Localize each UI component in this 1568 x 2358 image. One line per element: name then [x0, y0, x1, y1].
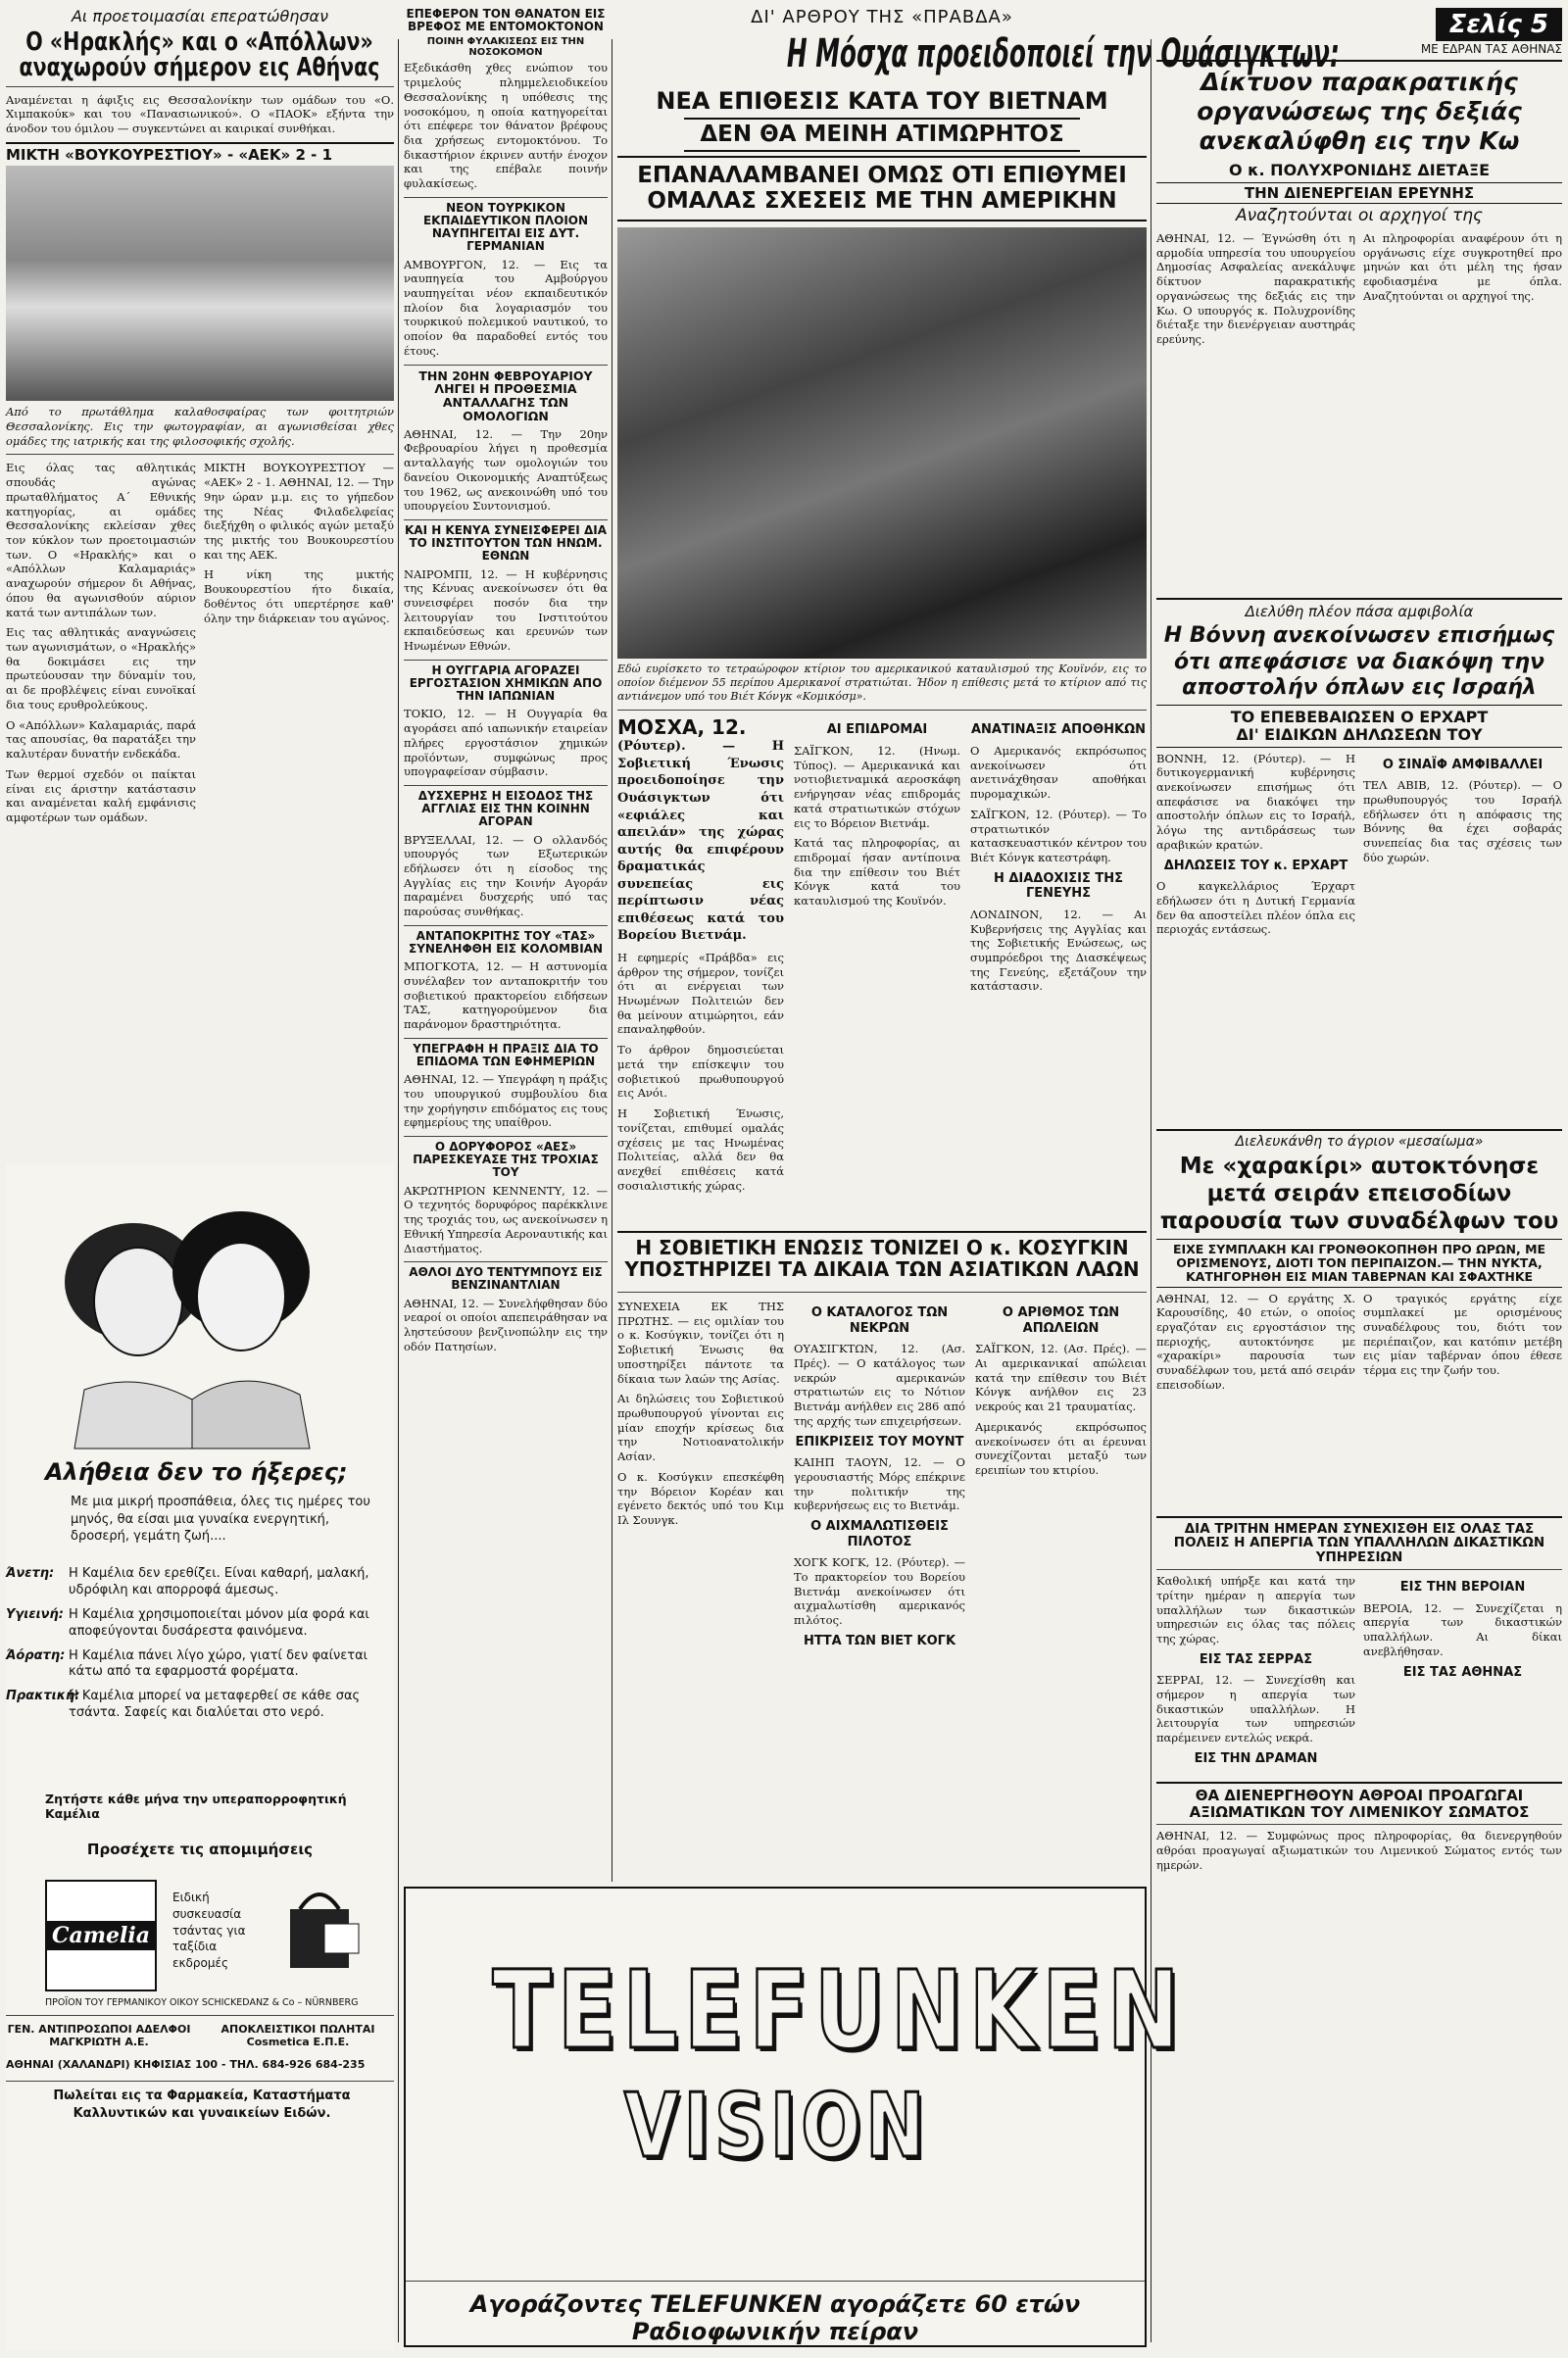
brief-3-text: ΑΘΗΝΑΙ, 12. — Την 20ην Φεβρουαρίου λήγει η προθεσμία ανταλλαγής των ομολογιών του δανείου Οικονομικής Αναπτύξεως του 1962, ως ανεκοινώθη υπό του υπουργείου Συντονισμού. [404, 426, 608, 514]
kosygin-col-b: Ο ΚΑΤΑΛΟΓΟΣ ΤΩΝ ΝΕΚΡΩΝ ΟΥΑΣΙΓΚΤΩΝ, 12. (Ασ. Πρές). — Ο κατάλογος των νεκρών αμερικανών στρατιωτών εις το Νότιον Βιετνάμ ανήλθεν εις 286 από της αρχής των επιχειρήσεων. ΕΠΙΚΡΙΣΕΙΣ ΤΟΥ ΜΟΥΝΤ ΚΑΙΗΠ ΤΑΟΥΝ, 12. — Ο γερουσιαστής Μόρς επέκρινε την πολιτικήν της κυβερνήσεως εις το Βιετνάμ. Ο ΑΙΧΜΑΛΩΤΙΣΘΕΙΣ ΠΙΛΟΤΟΣ ΧΟΓΚ ΚΟΓΚ, 12. (Ρόυτερ). — Το πρακτορείον του Βορείου Βιετνάμ ανεκοίνωσεν ότι αιχμαλωτίσθη αμερικανός πιλότος. ΗΤΤΑ ΤΩΝ ΒΙΕΤ ΚΟΓΚ [794, 1305, 965, 1648]
brief-1-text: Εξεδικάσθη χθες ενώπιον του τριμελούς πλημμελειοδικείου Θεσσαλονίκης η υπόθεσις της νοσοκόμου, η οποία κατηγορείται ότι επέφερε τον θάνατον βρέφους δια χρήσεως εντομοκτόνου. Το δικαστήριον έκρινεν αυτήν ένοχον και της επέβαλε ποινήν φυλακίσεως. [404, 61, 608, 191]
bonn-sub-1: ΤΟ ΕΠΕΒΕΒΑΙΩΣΕΝ Ο ΕΡΧΑΡΤ [1156, 705, 1562, 726]
bonn-band: Διελύθη πλέον πάσα αμφιβολία [1156, 598, 1562, 620]
brief-2-headline: ΝΕΟΝ ΤΟΥΡΚΙΚΟΝ ΕΚΠΑΙΔΕΥΤΙΚΟΝ ΠΛΟΙΟΝ ΝΑΥΠΗΓΕΙΤΑΙ ΕΙΣ ΔΥΤ. ΓΕΡΜΑΝΙΑΝ [422, 200, 589, 254]
coastguard-headline: ΘΑ ΔΙΕΝΕΡΓΗΘΟΥΝ ΑΘΡΟΑΙ ΠΡΟΑΓΩΓΑΙ ΑΞΙΩΜΑΤΙΚΩΝ ΤΟΥ ΛΙΜΕΝΙΚΟΥ ΣΩΜΑΤΟΣ [1189, 1787, 1530, 1821]
kos-headline: Δίκτυον παρακρατικής οργανώσεως της δεξιάς ανεκαλύφθη εις την Κω [1197, 68, 1522, 156]
kos-body-b: Αι πληροφορίαι αναφέρουν ότι η οργάνωσις είχε συγκροτηθεί προ μηνών και ότι μέλη της ήσαν εφοδιασμένα με όπλα. Αναζητούνται οι αρχηγοί της. [1363, 230, 1562, 303]
strike-headline: ΔΙΑ ΤΡΙΤΗΝ ΗΜΕΡΑΝ ΣΥΝΕΧΙΣΘΗ ΕΙΣ ΟΛΑΣ ΤΑΣ ΠΟΛΕΙΣ Η ΑΠΕΡΓΙΑ ΤΩΝ ΥΠΑΛΛΗΛΩΝ ΔΙΚΑΣΤΙΚΩΝ ΥΠΗΡΕΣΙΩΝ [1173, 1520, 1545, 1566]
ad-pack-text: Ειδική συσκευασία τσάντας για ταξίδια εκδρομές [172, 1891, 246, 1971]
ad-feature-1: Άνετη: Η Καμέλια δεν ερεθίζει. Είναι καθαρή, μαλακή, υδρόφιλη και απορροφά άμεσως. [6, 1566, 369, 1597]
ad-women-illustration [45, 1194, 329, 1449]
lead-sub-3: ΕΠΑΝΑΛΑΜΒΑΝΕΙ ΟΜΩΣ ΟΤΙ ΕΠΙΘΥΜΕΙ ΟΜΑΛΑΣ ΣΧΕΣΕΙΣ ΜΕ ΤΗΝ ΑΜΕΡΙΚΗΝ [637, 163, 1127, 214]
coastguard-body: ΑΘΗΝΑΙ, 12. — Συμφώνως προς πληροφορίας, θα διενεργηθούν αθρόαι προαγωγαί αξιωματικών του Λιμενικού Σώματος εντός των ημερών. [1156, 1829, 1562, 1872]
strike-body-right: ΕΙΣ ΤΗΝ ΒΕΡΟΙΑΝ ΒΕΡΟΙΑ, 12. — Συνεχίζεται η απεργία των δικαστικών υπαλλήλων. Αι δίκαι ανεβλήθησαν. ΕΙΣ ΤΑΣ ΑΘΗΝΑΣ [1363, 1580, 1562, 1680]
bonn-body-left: ΒΟΝΝΗ, 12. (Ρόυτερ). — Η δυτικογερμανική κυβέρνησις ανεκοίνωσεν επισήμως ότι απεφάσισε να διακόψει την αποστολήν όπλων εις το Ισραήλ, λόγω της αντιδράσεως των αραβικών κρατών. ΔΗΛΩΣΕΙΣ ΤΟΥ κ. ΕΡΧΑΡΤ Ο καγκελλάριος Έρχαρτ εδήλωσεν ότι η Δυτική Γερμανία δεν θα αποστείλει πλέον όπλα εις περιοχάς εντάσεως. [1156, 751, 1355, 937]
bonn-sub-2: ΔΙ' ΕΙΔΙΚΩΝ ΔΗΛΩΣΕΩΝ ΤΟΥ [1156, 726, 1562, 748]
brief-4-text: ΝΑΙΡΟΜΠΙ, 12. — Η κυβέρνησις της Κένυας ανεκοίνωσεν ότι θα συνεισφέρει ποσόν δια την λειτουργίαν του Ινστιτούτου εκπαιδεύσεως και ερευνών των Ηνωμένων Εθνών. [404, 566, 608, 654]
camelia-brand: Camelia [46, 1921, 156, 1950]
kosygin-headline: Η ΣΟΒΙΕΤΙΚΗ ΕΝΩΣΙΣ ΤΟΝΙΖΕΙ Ο κ. ΚΟΣΥΓΚΙΝ ΥΠΟΣΤΗΡΙΖΕΙ ΤΑ ΔΙΚΑΙΑ ΤΩΝ ΑΣΙΑΤΙΚΩΝ ΛΑΩΝ [624, 1236, 1140, 1281]
telefunken-ad [404, 1887, 1186, 2347]
harakiri-headline: Με «χαρακίρι» αυτοκτόνησε μετά σειράν επεισοδίων παρουσία των συναδέλφων του [1159, 1154, 1559, 1234]
brief-6-headline: ΔΥΣΧΕΡΗΣ Η ΕΙΣΟΔΟΣ ΤΗΣ ΑΓΓΛΙΑΣ ΕΙΣ ΤΗΝ ΚΟΙΝΗΝ ΑΓΟΡΑΝ [417, 788, 594, 829]
lead-body-col-a: ΜΟΣΧΑ, 12. (Ρόυτερ). — Η Σοβιετική Ένωσις προειδοποίησε την Ουάσιγκτων ότι «εφιάλες και απειλάν» της χώρας αυτής θα επιφέρουν δραματικάς συνεπείας εις περίπτωσιν νέας επιθέσεως κατά του Βορείου Βιετνάμ. Η εφημερίς «Πράβδα» εις άρθρον της σήμερον, τονίζει ότι αι ενέργειαι των Ηνωμένων Πολιτειών δεν θα μείνουν ατιμώρητοι, εάν επαναληφθούν. Το άρθρον δημοσιεύεται μετά την επίσκεψιν του σοβιετικού πρωθυπουργού εις Ανόι. Η Σοβιετική Ένωσις, τονίζεται, επιθυμεί ομαλάς σχέσεις με τας Ηνωμένας Πολιτείας, αλλά δεν θα ανεχθεί επιθέσεις κατά σοσιαλιστικής χώρας. [617, 715, 784, 1193]
ad-beware: Προσέχετε τις απομιμήσεις [86, 1841, 314, 1858]
right-column [1156, 8, 1562, 2350]
lead-headline: Η Μόσχα προειδοποιεί την Ουάσιγκτων: [786, 30, 1340, 76]
ad-intro: Με μια μικρή προσπάθεια, όλες τις ημέρες του μηνός, θα είσαι μια γυναίκα ενεργητική, δροσερή, γεμάτη ζωή.... [71, 1495, 370, 1545]
kos-sub-1: Ο κ. ΠΟΛΥΧΡΟΝΙΔΗΣ ΔΙΕΤΑΞΕ [1228, 161, 1491, 180]
lead-sub-1: ΝΕΑ ΕΠΙΘΕΣΙΣ ΚΑΤΑ ΤΟΥ ΒΙΕΤΝΑΜ [656, 86, 1108, 115]
harakiri-sub: ΕΙΧΕ ΣΥΜΠΛΑΚΗ ΚΑΙ ΓΡΟΝΘΟΚΟΠΗΘΗ ΠΡΟ ΩΡΩΝ, ΜΕ ΟΡΙΣΜΕΝΟΥΣ, ΔΙΟΤΙ ΤΟΝ ΠΕΡΙΠΑΙΖΟΝ.— ΤΗΝ ΝΥΚΤΑ, ΚΑΤΗΓΟΡΗΘΗ ΕΙΣ ΜΙΑΝ ΤΑΒΕΡΝΑΝ ΚΑΙ ΣΦΑΧΤΗΚΕ [1156, 1239, 1562, 1287]
camelia-purse-icon [280, 1880, 368, 1978]
ad-address: ΑΘΗΝΑΙ (ΧΑΛΑΝΔΡΙ) ΚΗΦΙΣΙΑΣ 100 - ΤΗΛ. 684-926 684-235 [6, 2058, 366, 2071]
ad-headline: Αλήθεια δεν το ήξερες; [45, 1458, 348, 1486]
brief-8-headline: ΥΠΕΓΡΑΦΗ Η ΠΡΑΞΙΣ ΔΙΑ ΤΟ ΕΠΙΔΟΜΑ ΤΩΝ ΕΦΗΜΕΡΙΩΝ [413, 1041, 599, 1068]
brief-7-text: ΜΠΟΓΚΟΤΑ, 12. — Η αστυνομία συνέλαβεν τον ανταποκριτήν του σοβιετικού πρακτορείου ειδήσεων ΤΑΣ, κατηγορούμενον δια παράνομον δραστηριότητα. [404, 959, 608, 1032]
telefunken-vision: VISION [624, 2075, 930, 2178]
sports-headline: Ο «Ηρακλής» και ο «Απόλλων» αναχωρούν σήμερον εις Αθήνας [19, 26, 380, 82]
brief-3-headline: ΤΗΝ 20ΗΝ ΦΕΒΡΟΥΑΡΙΟΥ ΛΗΓΕΙ Η ΠΡΟΘΕΣΜΙΑ ΑΝΤΑΛΛΑΓΗΣ ΤΩΝ ΟΜΟΛΟΓΙΩΝ [418, 368, 593, 423]
brief-10-headline: ΑΘΛΟΙ ΔΥΟ ΤΕΝΤΥΜΠΟΥΣ ΕΙΣ ΒΕΝΖΙΝΑΝΤΛΙΑΝ [409, 1265, 603, 1293]
bonn-body-right: Ο ΣΙΝΑΪΦ ΑΜΦΙΒΑΛΛΕΙ ΤΕΛ ΑΒΙΒ, 12. (Ρόυτερ). — Ο πρωθυπουργός του Ισραήλ εδήλωσεν ότι η απόφασις της Βόννης θα έχει σοβαράς συνεπείας δια τας σχέσεις των δύο χωρών. [1363, 757, 1562, 864]
ad-feature-2: Υγιεινή: Η Καμέλια χρησιμοποιείται μόνον μία φορά και αποφεύγονται δυσάρεστα φαινόμενα. [6, 1606, 369, 1639]
kosygin-col-a: ΣΥΝΕΧΕΙΑ ΕΚ ΤΗΣ ΠΡΩΤΗΣ. — εις ομιλίαν του ο κ. Κοσύγκιν, τονίζει ότι η Σοβιετική Ένωσις θα υποστηρίξει πάντοτε τα δίκαια των λαών της Ασίας. Αι δηλώσεις του Σοβιετικού πρωθυπουργού γίνονται εις μίαν εποχήν κρίσεως δια την Νοτιοανατολικήν Ασίαν. Ο κ. Κοσύγκιν επεσκέφθη την Βόρειον Κορέαν και εγένετο δεκτός υπό του Κιμ Ιλ Σουνγκ. [617, 1300, 784, 1528]
score-title: ΜΙΚΤΗ «ΒΟΥΚΟΥΡΕΣΤΙΟΥ» - «ΑΕΚ» 2 - 1 [6, 145, 333, 164]
lead-kicker: ΔΙ' ΑΡΘΡΟΥ ΤΗΣ «ΠΡΑΒΔΑ» [751, 7, 1013, 27]
lead-body-col-b: ΑΙ ΕΠΙΔΡΟΜΑΙ ΣΑΪΓΚΟΝ, 12. (Ηνωμ. Τύπος). — Αμερικανικά και νοτιοβιετναμικά αεροσκάφη ενήργησαν νέας επιδρομάς κατά στρατιωτικών στόχων εις το Βόρειον Βιετνάμ. Κατά τας πληροφορίας, αι επιδρομαί ήσαν αντίποινα δια την επίθεσιν του Βιέτ Κόνγκ κατά του καταυλισμού της Κουϊνόν. [794, 722, 960, 909]
sports-kicker: Αι προετοιμασίαι επερατώθησαν [71, 7, 329, 25]
sports-lead: Αναμένεται η άφιξις εις Θεσσαλονίκην των ομάδων του «Ο. Χιμπακούκ» και του «Πανασιωνικού». Ο «ΠΑΟΚ» εξήντα την άνοδον του όμιλου — συγκεντώνει αι καιρικαί συνθήκαι. [6, 92, 394, 136]
sports-body-left: Εις όλας τας αθλητικάς σπουδάς αγώνας πρωταθλήματος Α΄ Εθνικής κατηγορίας, αι ομάδες Θεσσαλονίκης εκλείσαν χθες τον κύκλον των προετοιμασιών των. Ο «Ηρακλής» και ο «Απόλλων Καλαμαριάς» αναχωρούν σήμερον δι Αθήνας, όπου θα αγωνισθούν αύριον κατά των αντιπάλων των. Εις τας αθλητικάς αναγνώσεις των αγωνισμάτων, ο «Ηρακλής» θα δοκιμάσει εις την πρωτεύουσαν την δύναμίν του, αι δε προβλέψεις είναι ευνοϊκαί δια τους ερυθρολεύκους. Ο «Απόλλων» Καλαμαριάς, παρά τας απουσίας, θα παρατάξει την καλυτέραν δυνατήν ενδεκάδα. Των θερμοί σχεδόν οι παίκται είναι εις άριστην κατάστασιν και αναμένεται καλή εμφάνισις αμφοτέρων των ομάδων. [6, 461, 196, 824]
ad-feature-3: Άόρατη: Η Καμέλια πάνει λίγο χώρο, γιατί δεν φαίνεται κάτω από τα εφαρμοστά φορέματα. [6, 1647, 368, 1680]
brief-4-headline: ΚΑΙ Η ΚΕΝΥΑ ΣΥΝΕΙΣΦΕΡΕΙ ΔΙΑ ΤΟ ΙΝΣΤΙΤΟΥΤΟΝ ΤΩΝ ΗΝΩΜ. ΕΘΝΩΝ [404, 522, 607, 564]
harakiri-body-b: Ο τραγικός εργάτης είχε συμπλακεί με ορισμένους συναδέλφους του, διότι τον περιέπαιζον, και κατόπιν μετέβη εις μίαν ταβέρναν όπου έθεσε τέρμα εις την ζωήν του. [1363, 1291, 1562, 1378]
brief-9-text: ΑΚΡΩΤΗΡΙΟΝ ΚΕΝΝΕΝΤΥ, 12. — Ο τεχνητός δορυφόρος παρέκκλινε της τροχιάς του, ως ανεκοίνωσεν η Εθνική Υπηρεσία Αεροναυτικής και Διαστήματος. [404, 1183, 608, 1255]
kos-sub-2: ΤΗΝ ΔΙΕΝΕΡΓΕΙΑΝ ΕΡΕΥΝΗΣ [1156, 182, 1562, 205]
ad-ask: Ζητήστε κάθε μήνα την υπεραπορροφητική Καμέλια [45, 1792, 347, 1821]
brief-5-text: ΤΟΚΙΟ, 12. — Η Ουγγαρία θα αγοράσει από ιαπωνικήν εταιρείαν πλήρες εργοστάσιον χημικών προϊόντων, συμφώνως προς υπογραφείσαν σύμβασιν. [404, 707, 608, 779]
ad-product-line: ΠΡΟΪΟΝ ΤΟΥ ΓΕΡΜΑΝΙΚΟΥ ΟΙΚΟΥ SCHICKEDANZ & Co – NÜRNBERG [45, 1997, 359, 2008]
kos-sub-3: Αναζητούνται οι αρχηγοί της [1236, 206, 1483, 226]
kosygin-col-c: Ο ΑΡΙΘΜΟΣ ΤΩΝ ΑΠΩΛΕΙΩΝ ΣΑΪΓΚΟΝ, 12. (Ασ. Πρές). — Αι αμερικανικαί απώλειαι κατά την επίθεσιν του Βιέτ Κόνγκ ανήλθον εις 23 νεκρούς και 21 τραυματίας. Αμερικανός εκπρόσωπος ανεκοίνωσεν ότι αι έρευναι συνεχίζονται μεταξύ των ερειπίων του κτιρίου. [975, 1305, 1147, 1477]
camelia-ad [6, 1164, 394, 2350]
telefunken-slogan: Αγοράζοντες TELEFUNKEN αγοράζετε 60 ετών Ραδιοφωνικήν πείραν [469, 2290, 1081, 2345]
lead-sub-2: ΔΕΝ ΘΑ ΜΕΙΝΗ ΑΤΙΜΩΡΗΤΟΣ [684, 118, 1079, 152]
brief-1-subhead: ΠΟΙΝΗ ΦΥΛΑΚΙΣΕΩΣ ΕΙΣ ΤΗΝ ΝΟΣΟΚΟΜΟΝ [426, 36, 585, 59]
harakiri-body-a: ΑΘΗΝΑΙ, 12. — Ο εργάτης Χ. Καρουσίδης, 40 ετών, ο οποίος εργαζόταν εις εργοστάσιον της περιοχής, αυτοκτόνησε με «χαρακίρι» παρουσία των συναδέλφων του, μετά από σειράν επεισοδίων. [1156, 1291, 1355, 1392]
page-subtitle: ΜΕ ΕΔΡΑΝ ΤΑΣ ΑΘΗΝΑΣ [1420, 42, 1562, 56]
ad-exclusive: ΑΠΟΚΛΕΙΣΤΙΚΟΙ ΠΩΛΗΤΑΙ Cosmetica Ε.Π.Ε. [220, 2023, 375, 2048]
harakiri-band: Διελευκάνθη το άγριον «μεσαίωμα» [1156, 1129, 1562, 1150]
telefunken-brand: TELEFUNKEN [492, 1947, 1186, 2073]
bonn-headline: Η Βόννη ανεκοίνωσεν επισήμως ότι απεφάσισε να διακόψη την αποστολήν όπλων εις Ισραήλ [1163, 623, 1555, 700]
brief-7-headline: ΑΝΤΑΠΟΚΡΙΤΗΣ ΤΟΥ «ΤΑΣ» ΣΥΝΕΛΗΦΘΗ ΕΙΣ ΚΟΛΟΜΒΙΑΝ [409, 928, 603, 957]
basketball-team-photo [6, 166, 394, 401]
brief-2-text: ΑΜΒΟΥΡΓΟΝ, 12. — Εις τα ναυπηγεία του Αμβούργου ναυπηγείται νέον εκπαιδευτικόν πλοίον δια λογαριασμόν του τουρκικού πολεμικού ναυτικού, το οποίον θα παραδοθεί εντός του έτους. [404, 257, 608, 358]
ad-feature-4: Πρακτική: Η Καμέλια μπορεί να μεταφερθεί σε κάθε σας τσάντα. Σαφείς και διαλύεται στο νερό. [6, 1689, 361, 1721]
brief-6-text: ΒΡΥΞΕΛΛΑΙ, 12. — Ο ολλανδός υπουργός των Εξωτερικών εδήλωσεν ότι η είσοδος της Αγγλίας εις την Κοινήν Αγοράν παραμένει δυσχερής υπό τας παρούσας συνθήκας. [404, 832, 608, 919]
sports-body-right: ΜΙΚΤΗ ΒΟΥΚΟΥΡΕΣΤΙΟΥ — «ΑΕΚ» 2 - 1. ΑΘΗΝΑΙ, 12. — Την 9ην ώραν μ.μ. εις το γήπεδον της Νέας Φιλαδελφείας διεξήχθη ο φιλικός αγών μεταξύ της μικτής του Βουκουρεστίου και της ΑΕΚ. Η νίκη της μικτής Βουκουρεστίου ήτο δικαία, δοθέντος ότι υπερτέρησε καθ' όλην την διάρκειαν του αγώνος. [204, 461, 394, 625]
lead-photo-caption: Εδώ ευρίσκετο το τετραώροφον κτίριον του αμερικανικού καταυλισμού της Κουϊνόν, εις το οποίον διέμενον 55 περίπου Αμερικανοί στρατιώται. Ήδον η επίθεσις μετά το κτίριον από τις αντιάνεμον υπό του Βιέτ Κόνγκ «Κομικόσμ». [617, 663, 1147, 704]
camelia-box [45, 1880, 157, 1991]
ad-agent: ΓΕΝ. ΑΝΤΙΠΡΟΣΩΠΟΙ ΑΔΕΛΦΟΙ ΜΑΓΚΡΙΩΤΗ Α.Ε. [7, 2023, 191, 2048]
briefs-column [404, 8, 608, 1880]
left-column [6, 8, 394, 2350]
ad-footer: Πωλείται εις τα Φαρμακεία, Καταστήματα Καλλυντικών και γυναικείων Ειδών. [53, 2088, 351, 2121]
kos-body-a: ΑΘΗΝΑΙ, 12. — Έγνώσθη ότι η αρμοδία υπηρεσία του υπουργείου Δημοσίας Ασφαλείας ανεκάλυψε δίκτυον παρακρατικής οργανώσεως της δεξιάς εις την Κω. Ο υπουργός κ. Πολυχρονίδης διέταξε την διενέργειαν αυστηράς ερεύνης. [1156, 230, 1355, 346]
brief-8-text: ΑΘΗΝΑΙ, 12. — Υπεγράφη η πράξις του υπουργικού συμβουλίου δια την χορήγησιν επιδόματος εις τους εφημερίους της υπαίθρου. [404, 1072, 608, 1130]
strike-body-left: Καθολική υπήρξε και κατά την τρίτην ημέραν η απεργία των υπαλλήλων των δικαστικών υπηρεσιών εις όλας τας πόλεις της χώρας. ΕΙΣ ΤΑΣ ΣΕΡΡΑΣ ΣΕΡΡΑΙ, 12. — Συνεχίσθη και σήμερον η απεργία των δικαστικών υπαλλήλων. Η λειτουργία των υπηρεσιών παρέμεινεν εντελώς νεκρά. ΕΙΣ ΤΗΝ ΔΡΑΜΑΝ [1156, 1574, 1355, 1766]
photo-caption: Από το πρωτάθλημα καλαθοσφαίρας των φοιτητριών Θεσσαλονίκης. Εις την φωτογραφίαν, αι αγωνισθείσαι χθες ομάδες της ιατρικής και της φιλοσοφικής σχολής. [6, 405, 394, 448]
brief-9-headline: Ο ΔΟΡΥΦΟΡΟΣ «ΑΕΣ» ΠΑΡΕΣΚΕΥΑΣΕ ΤΗΣ ΤΡΟΧΙΑΣ ΤΟΥ [413, 1140, 599, 1180]
page-number-badge: Σελίς 5 [1436, 8, 1562, 41]
quinhon-barracks-photo [617, 227, 1147, 659]
brief-10-text: ΑΘΗΝΑΙ, 12. — Συνελήφθησαν δύο νεαροί οι οποίοι απεπειράθησαν να ληστεύσουν βενζινοπώλην εις την οδόν Πατησίων. [404, 1296, 608, 1353]
brief-1-headline: ΕΠΕΦΕΡΟΝ ΤΟΝ ΘΑΝΑΤΟΝ ΕΙΣ ΒΡΕΦΟΣ ΜΕ ΕΝΤΟΜΟΚΤΟΝΟΝ [406, 7, 606, 34]
brief-5-headline: Η ΟΥΓΓΑΡΙΑ ΑΓΟΡΑΖΕΙ ΕΡΓΟΣΤΑΣΙΟΝ ΧΗΜΙΚΩΝ ΑΠΟ ΤΗΝ ΙΑΠΩΝΙΑΝ [409, 663, 603, 704]
lead-body-col-c: ΑΝΑΤΙΝΑΞΙΣ ΑΠΟΘΗΚΩΝ Ο Αμερικανός εκπρόσωπος ανεκοίνωσεν ότι ανετινάχθησαν αποθήκαι πυρομαχικών. ΣΑΪΓΚΟΝ, 12. (Ρόυτερ). — Το στρατιωτικόν κατασκευαστικόν κέντρον του Βιέτ Κόνγκ κατεστράφη. Η ΔΙΑΔΟΧΙΣΙΣ ΤΗΣ ΓΕΝΕΥΗΣ ΛΟΝΔΙΝΟΝ, 12. — Αι Κυβερνήσεις της Αγγλίας και της Σοβιετικής Ενώσεως, ως συμπρόεδροι της Διασκέψεως της Γενεύης, εξετάζουν την κατάστασιν. [970, 722, 1147, 994]
